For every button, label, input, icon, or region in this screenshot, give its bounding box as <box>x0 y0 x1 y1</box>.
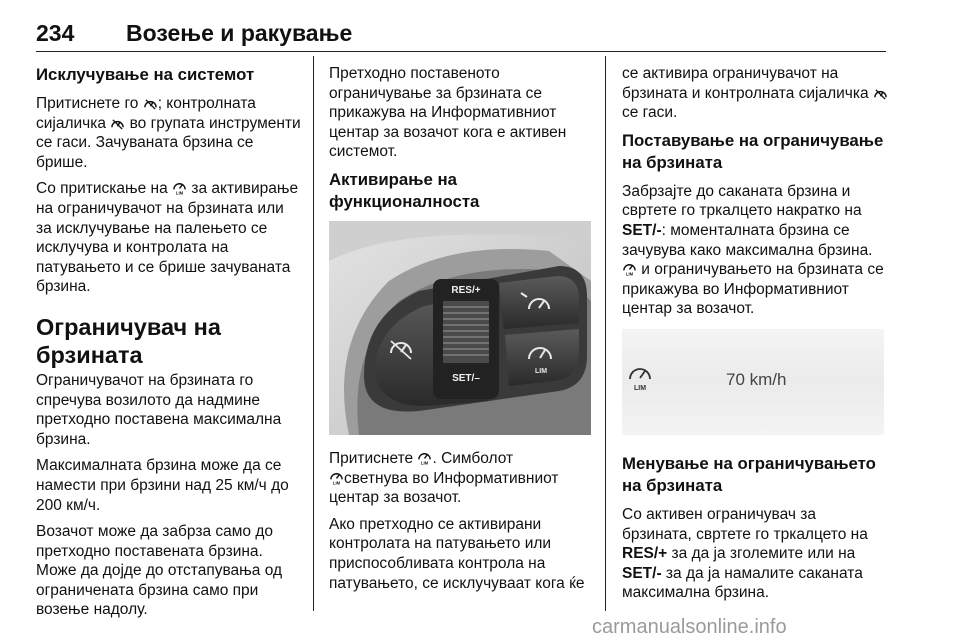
page-number: 234 <box>36 20 75 46</box>
paragraph-switch-off: Притиснете го ; контролната сијаличка во групата инструменти се гаси. Зачуваната брзина се брише. <box>36 95 301 171</box>
set-label: SET/– <box>452 372 480 384</box>
watermark: carmanualsonline.info <box>592 616 787 638</box>
cruise-control-icon <box>873 87 888 100</box>
heading-switch-off: Исклучување на системот <box>36 65 255 84</box>
steering-wheel-controls-photo <box>329 221 591 435</box>
display-speed: 70 km/h <box>726 369 787 389</box>
chapter-title: Возење и ракување <box>126 20 353 46</box>
lim-label: LIM <box>534 367 548 375</box>
paragraph-limiter-range: Максималната брзина може да се намести при брзини над 25 км/ч до 200 км/ч. <box>36 457 289 514</box>
header-divider <box>36 51 886 52</box>
paragraph-limit-display: Претходно поставеното ограничување за брзината се прикажува на Информативниот центар за возачот кога е активен системот. <box>329 65 567 161</box>
paragraph-lamp-off: се активира ограничувачот на брзината и контролната сијаличка се гаси. <box>622 64 888 123</box>
paragraph-set-limit: Забрзајте до саканата брзина и свртете го тркалцето накратко на SET/-: моменталната брзина се зачувува како максимална брзина. и ограничувањето на брзината се прикажува во Информативниот центар за возачот. <box>622 182 884 318</box>
column-1 <box>36 64 302 627</box>
heading-activation: Активирање на функционалноста <box>329 169 480 211</box>
heading-speed-limiter: Ограничувач на брзината <box>36 313 221 368</box>
column-2 <box>329 64 595 600</box>
speed-limiter-icon <box>417 450 432 465</box>
paragraph-press-limiter: Притиснете . Симболот светнува во Информативниот центар за возачот. <box>329 449 559 507</box>
column-3 <box>622 64 888 610</box>
paragraph-change-limit: Со активен ограничувач за брзината, свртете го тркалцето на RES/+ за да ја зголемите или на SET/- за да ја намалите саканата максимална брзина. <box>622 505 868 602</box>
heading-change-limit: Менување на ограничувањето на брзината <box>622 453 876 495</box>
cruise-control-icon <box>143 97 158 110</box>
speed-limiter-icon <box>329 470 344 485</box>
driver-info-display <box>622 329 884 435</box>
column-divider-1 <box>313 56 314 611</box>
heading-set-limit: Поставување на ограничување на брзината <box>622 130 884 172</box>
paragraph-limiter-downhill: Возачот може да забрза само до претходно поставената брзина. Може да дојде до отстапувања од ограничената брзина само при возење надолу. <box>36 523 283 619</box>
res-label: RES/+ <box>451 284 481 296</box>
display-lim-label: LIM <box>633 384 647 392</box>
speed-limiter-icon <box>622 261 637 276</box>
paragraph-limiter-intro: Ограничувачот на брзината го спречува возилото да надмине претходно поставена максимална брзина. <box>36 371 282 448</box>
page-header <box>36 20 886 50</box>
paragraph-cruise-deactivated: Ако претходно се активирани контролата на патувањето или приспособливата контрола на патувањето, се исклучуваат кога ќе <box>329 515 585 592</box>
cruise-control-icon <box>110 117 125 130</box>
speed-limiter-icon <box>172 180 187 195</box>
column-divider-2 <box>605 56 606 611</box>
paragraph-limiter-switch: Со притискање на за активирање на ограничувачот на брзината или за исклучување на палењето се исклучува и контролата на патувањето и се брише зачуваната брзина. <box>36 180 299 296</box>
